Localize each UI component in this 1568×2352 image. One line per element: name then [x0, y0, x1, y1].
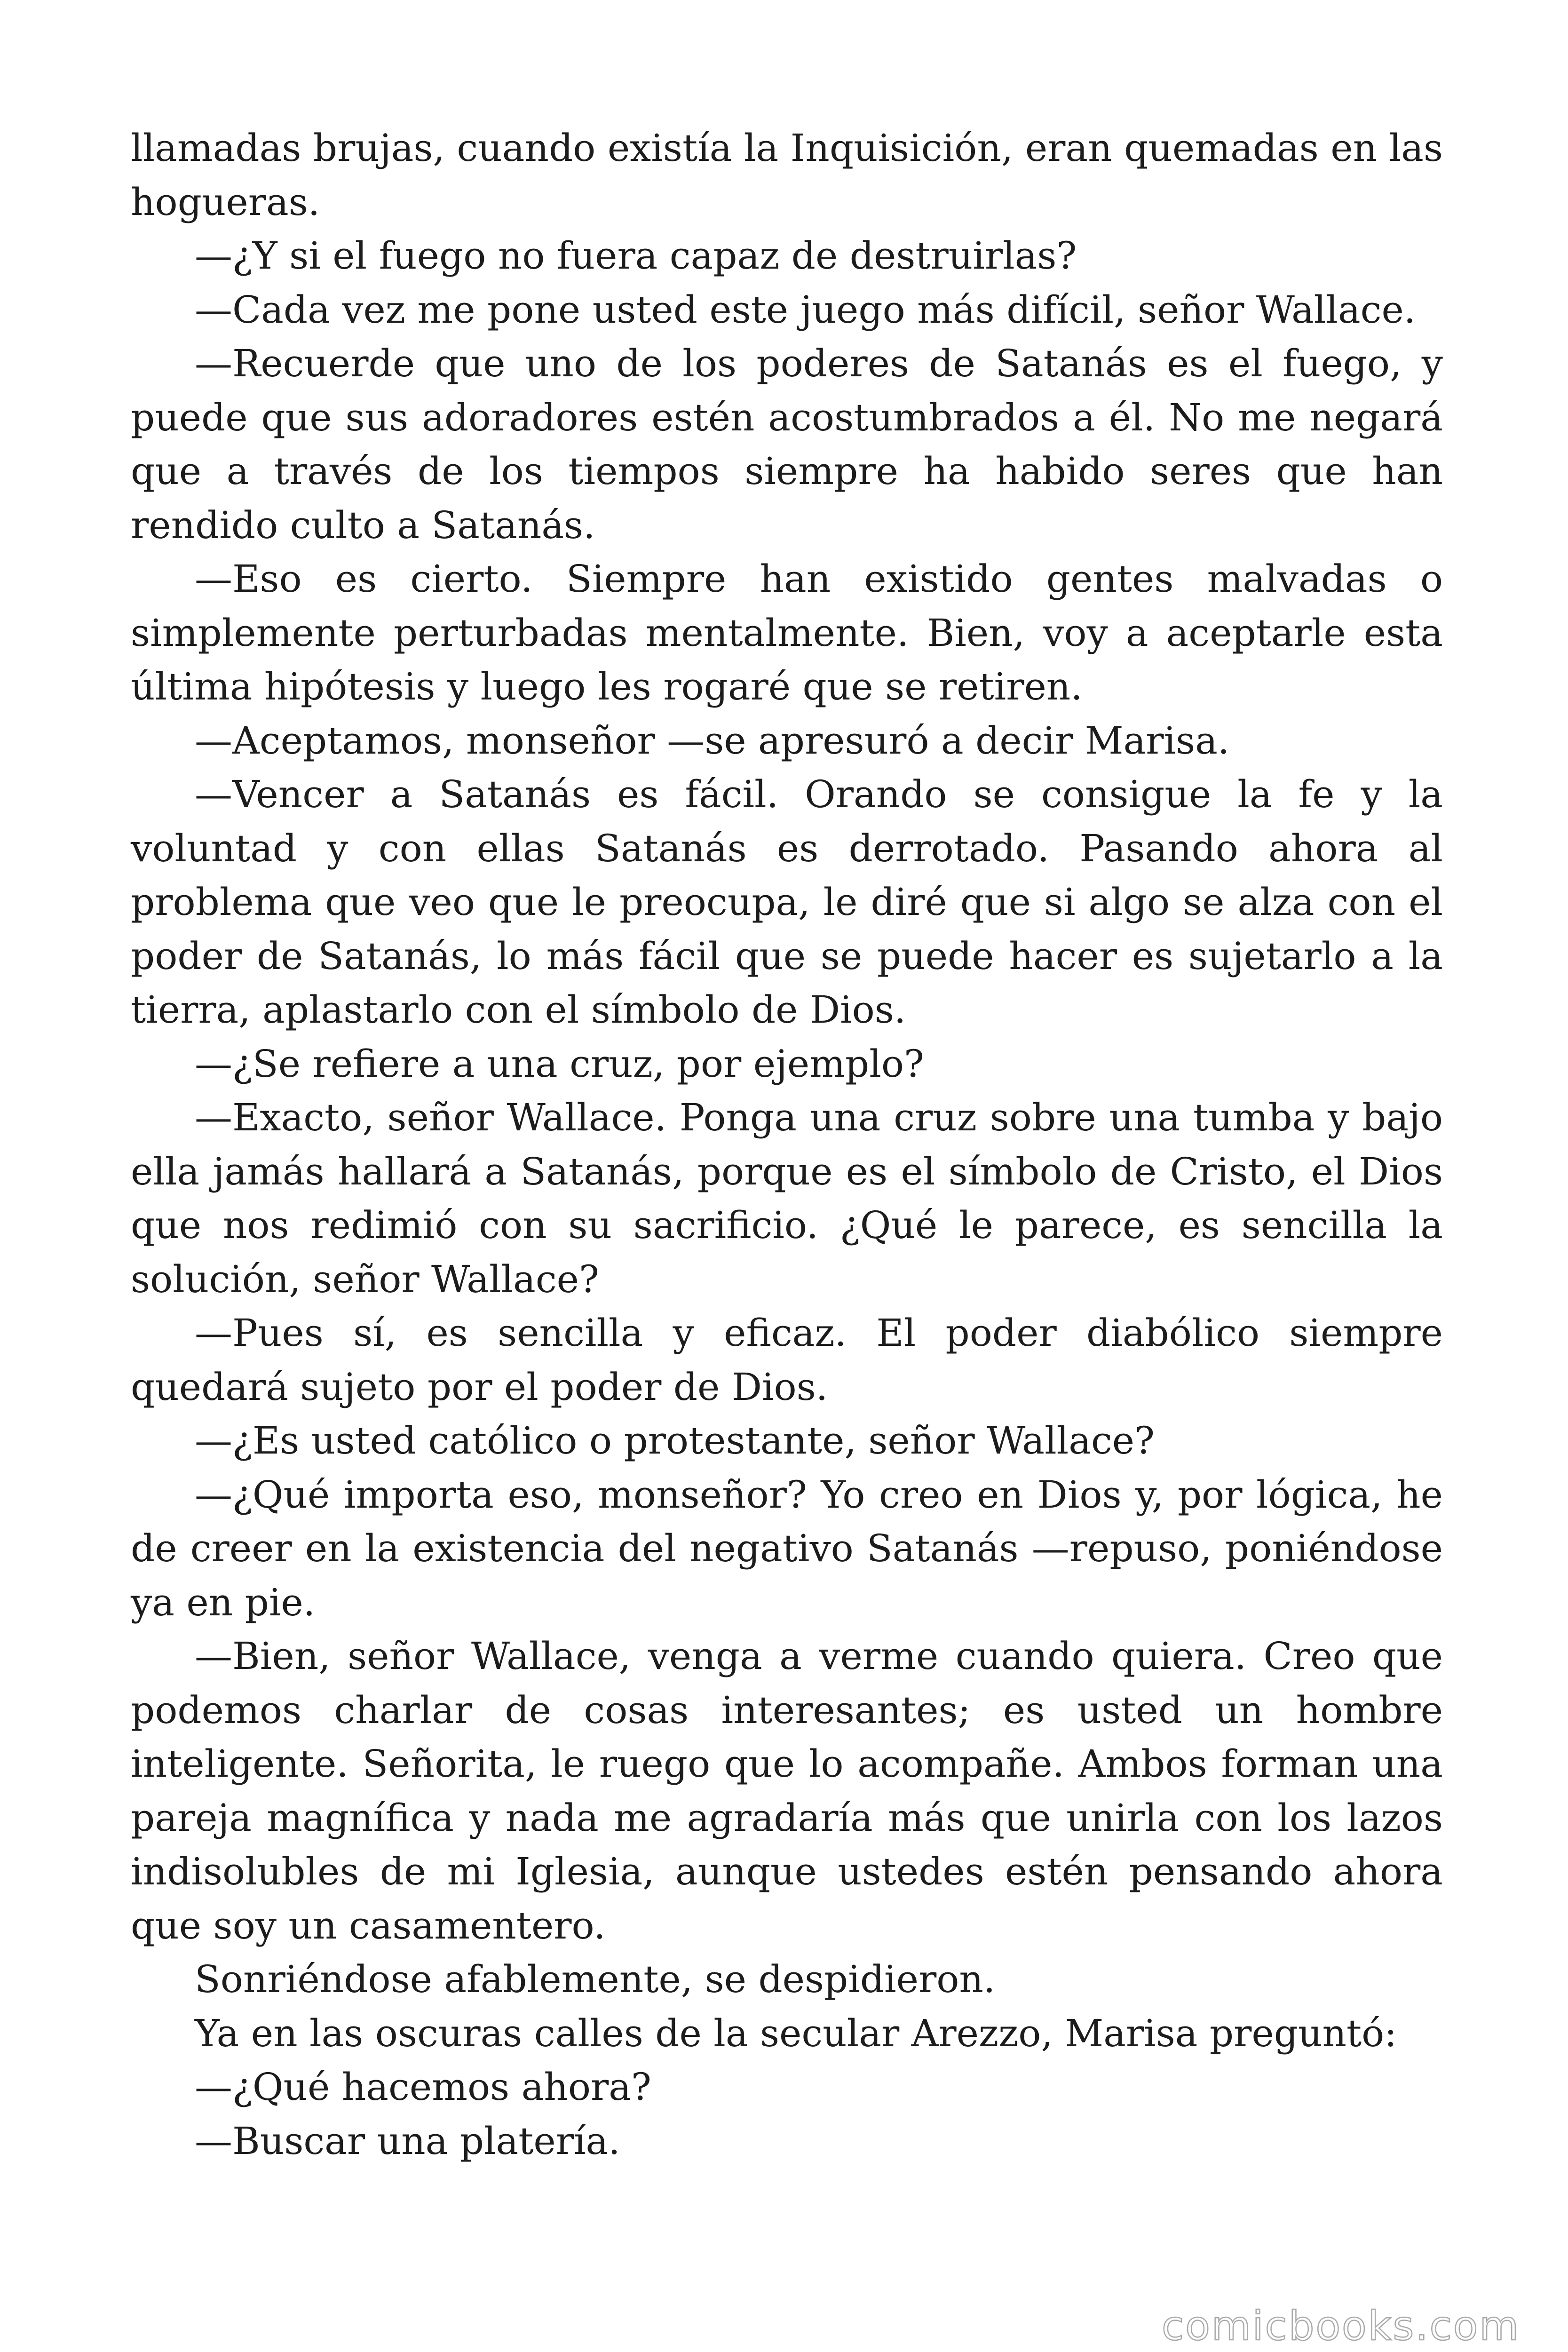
paragraph: —Bien, señor Wallace, venga a verme cuando quiera. Creo que podemos charlar de cosas interesantes; es usted un hombre inteligente. Señorita, le ruego que lo acompañe. Ambos forman una pareja magnífica y nada me agradaría más que unirla con los lazos indisolubles de mi Iglesia, aunque ustedes estén pensando ahora que soy un casamentero.: [131, 1634, 1443, 1947]
paragraph: Sonriéndose afablemente, se despidieron.: [195, 1957, 996, 2001]
paragraph: —¿Es usted católico o protestante, señor Wallace?: [195, 1419, 1155, 1462]
paragraph: —Vencer a Satanás es fácil. Orando se consigue la fe y la voluntad y con ellas Satanás es derrotado. Pasando ahora al problema que veo que le preocupa, le diré que si algo se alza con el poder de Satanás, lo más fácil que se puede hacer es sujetarlo a la tierra, aplastarlo con el símbolo de Dios.: [131, 772, 1443, 1032]
paragraph: Ya en las oscuras calles de la secular Arezzo, Marisa preguntó:: [195, 2011, 1397, 2055]
paragraph: —¿Y si el fuego no fuera capaz de destruirlas?: [195, 234, 1077, 278]
paragraph: —Pues sí, es sencilla y eficaz. El poder diabólico siempre quedará sujeto por el poder de Dios.: [131, 1311, 1443, 1409]
paragraph: —Recuerde que uno de los poderes de Satanás es el fuego, y puede que sus adoradores estén acostumbrados a él. No me negará que a través de los tiempos siempre ha habido seres que han rendido culto a Satanás.: [131, 342, 1443, 547]
paragraph: —¿Qué hacemos ahora?: [195, 2065, 651, 2109]
paragraph: —Cada vez me pone usted este juego más difícil, señor Wallace.: [195, 287, 1416, 332]
paragraph: —Eso es cierto. Siempre han existido gentes malvadas o simplemente perturbadas mentalmente. Bien, voy a aceptarle esta última hipótesis y luego les rogaré que se retiren.: [131, 557, 1443, 708]
paragraph-continued: llamadas brujas, cuando existía la Inquisición, eran quemadas en las hogueras.: [131, 126, 1443, 224]
watermark: comicbooks.com: [1162, 2303, 1520, 2350]
paragraph: —Buscar una platería.: [195, 2119, 620, 2163]
page-text: [131, 121, 1443, 2168]
paragraph: —¿Se refiere a una cruz, por ejemplo?: [195, 1041, 924, 1086]
paragraph: —Exacto, señor Wallace. Ponga una cruz sobre una tumba y bajo ella jamás hallará a Satanás, porque es el símbolo de Cristo, el Dios que nos redimió con su sacrificio. ¿Qué le parece, es sencilla la solución, señor Wallace?: [131, 1096, 1443, 1301]
paragraph: —Aceptamos, monseñor —se apresuró a decir Marisa.: [195, 718, 1230, 763]
paragraph: —¿Qué importa eso, monseñor? Yo creo en Dios y, por lógica, he de creer en la existencia del negativo Satanás —repuso, poniéndose ya en pie.: [131, 1472, 1443, 1624]
